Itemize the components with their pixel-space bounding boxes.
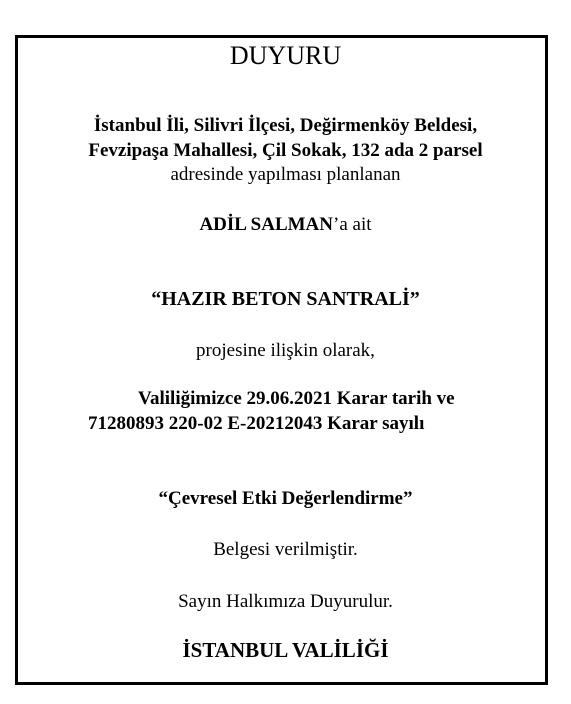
notice-title: DUYURU xyxy=(229,41,342,70)
owner-name: ADİL SALMAN xyxy=(199,214,334,235)
address-line-2: Fevzipaşa Mahallesi, Çil Sokak, 132 ada 2 parsel xyxy=(88,140,483,161)
authority-signature: İSTANBUL VALİLİĞİ xyxy=(182,638,389,662)
decision-line-2: 71280893 220-02 E-20212043 Karar sayılı xyxy=(88,413,425,434)
owner-suffix: ’a ait xyxy=(333,214,372,235)
granted-text: Belgesi verilmiştir. xyxy=(213,539,358,560)
address-line-3: adresinde yapılması planlanan xyxy=(170,164,401,185)
decision-line-1: Valiliğimizce 29.06.2021 Karar tarih ve xyxy=(138,388,455,409)
address-line-1: İstanbul İli, Silivri İlçesi, Değirmenköy Beldesi, xyxy=(93,115,478,136)
project-name: “HAZIR BETON SANTRALİ” xyxy=(151,288,420,310)
project-relation: projesine ilişkin olarak, xyxy=(196,340,375,361)
owner-line xyxy=(0,215,571,234)
document-type: “Çevresel Etki Değerlendirme” xyxy=(158,488,413,509)
announcement-text: Sayın Halkımıza Duyurulur. xyxy=(178,591,393,612)
